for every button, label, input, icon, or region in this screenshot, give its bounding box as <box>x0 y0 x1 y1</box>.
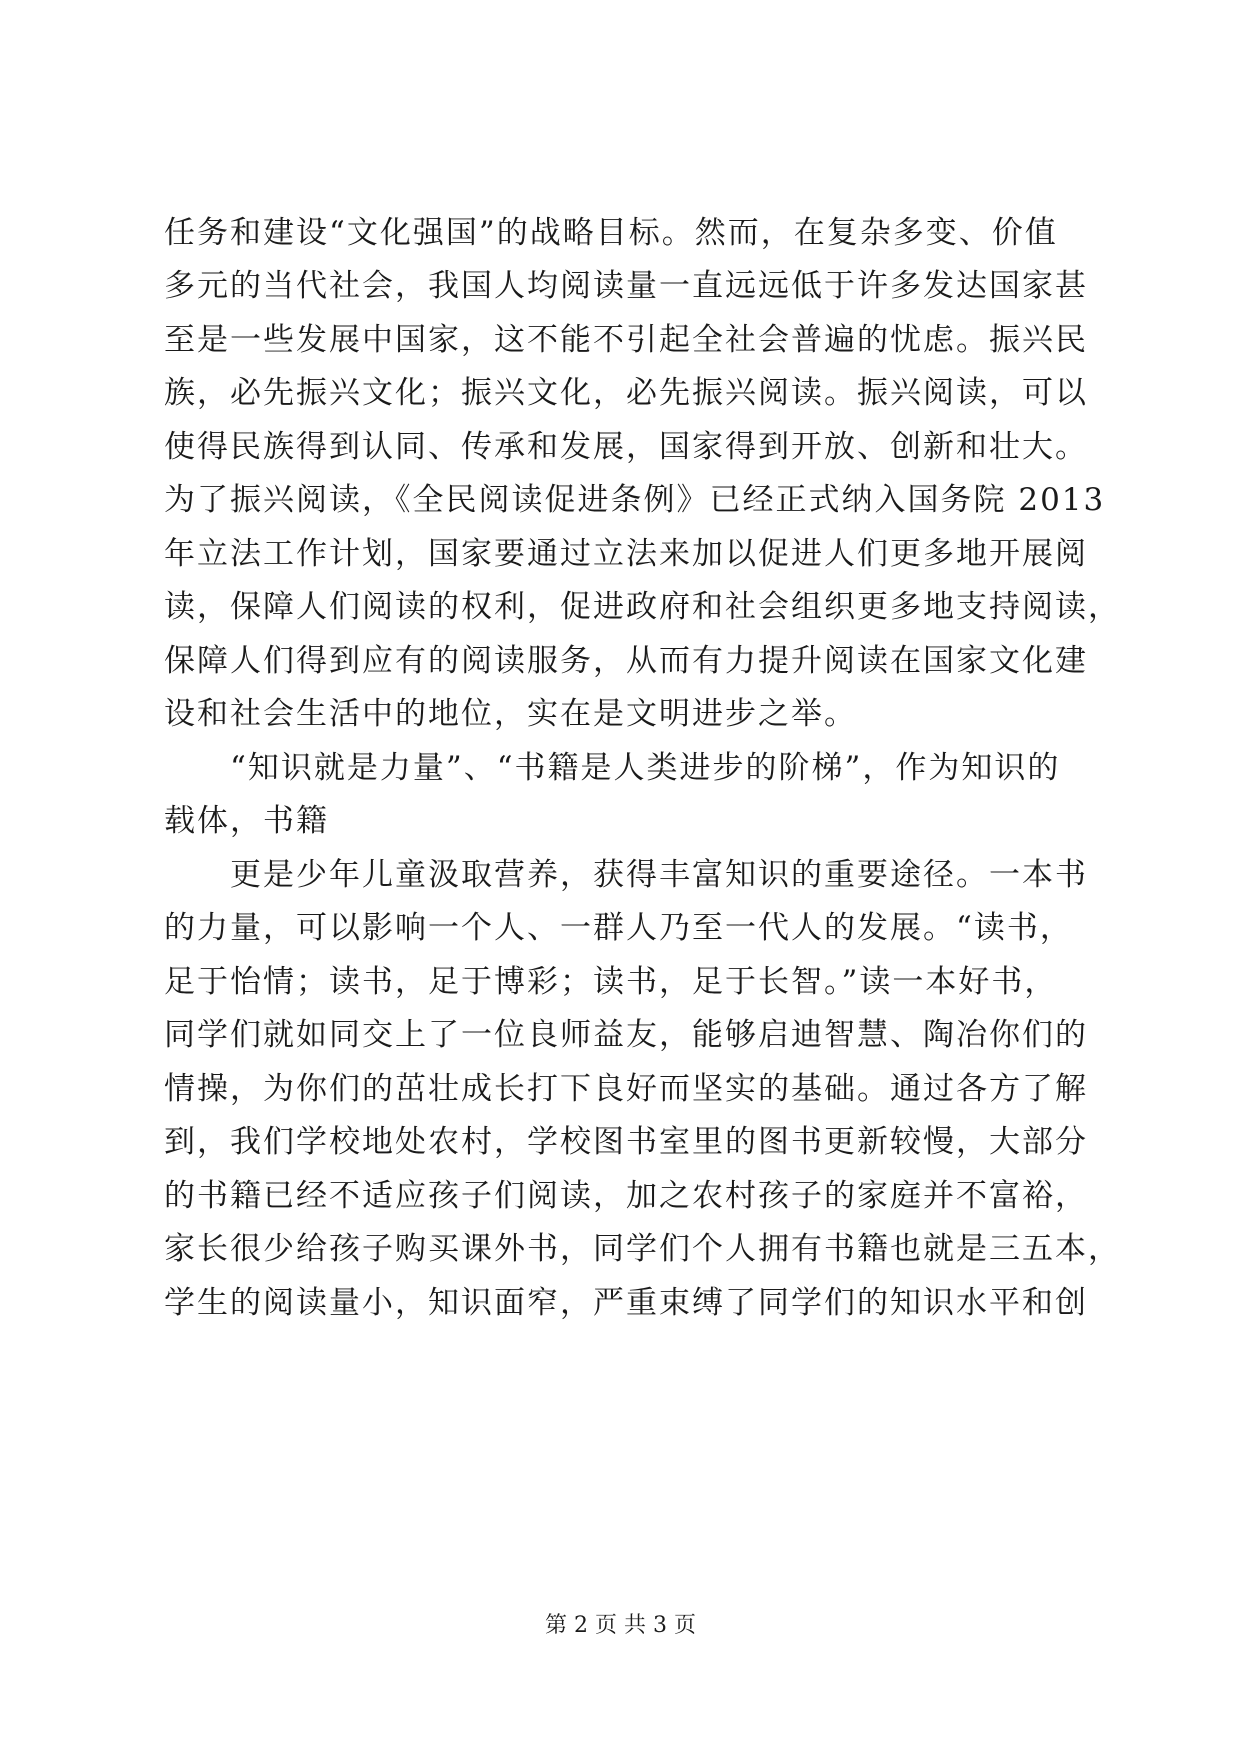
text-line: “知识就是力量”、“书籍是人类进步的阶梯”，作为知识的 <box>164 750 1061 786</box>
text-line: 为了振兴阅读，《全民阅读促进条例》已经正式纳入国务院 2013 <box>164 482 1106 518</box>
text-line: 学生的阅读量小，知识面窄，严重束缚了同学们的知识水平和创 <box>164 1285 1088 1321</box>
text-line: 设和社会生活中的地位，实在是文明进步之举。 <box>164 696 857 732</box>
text-line: 的力量，可以影响一个人、一群人乃至一代人的发展。“读书， <box>164 910 1073 946</box>
text-line: 到，我们学校地处农村，学校图书室里的图书更新较慢，大部分 <box>164 1124 1088 1160</box>
text-line: 族，必先振兴文化；振兴文化，必先振兴阅读。振兴阅读，可以 <box>164 375 1088 411</box>
page-footer: 第 2 页 共 3 页 <box>545 1613 696 1638</box>
text-line: 更是少年儿童汲取营养，获得丰富知识的重要途径。一本书 <box>164 857 1088 893</box>
text-line: 任务和建设“文化强国”的战略目标。然而，在复杂多变、价值 <box>164 215 1058 251</box>
text-line: 同学们就如同交上了一位良师益友，能够启迪智慧、陶冶你们的 <box>164 1017 1088 1053</box>
text-line: 读，保障人们阅读的权利，促进政府和社会组织更多地支持阅读， <box>164 589 1121 625</box>
text-line: 载体，书籍 <box>164 803 329 839</box>
text-line: 情操，为你们的茁壮成长打下良好而坚实的基础。通过各方了解 <box>164 1071 1088 1107</box>
text-line: 足于怡情；读书，足于博彩；读书，足于长智。”读一本好书， <box>164 964 1058 1000</box>
text-line: 年立法工作计划，国家要通过立法来加以促进人们更多地开展阅 <box>164 536 1088 572</box>
text-line: 家长很少给孩子购买课外书，同学们个人拥有书籍也就是三五本， <box>164 1231 1121 1267</box>
text-line: 的书籍已经不适应孩子们阅读，加之农村孩子的家庭并不富裕， <box>164 1178 1088 1214</box>
text-line: 保障人们得到应有的阅读服务，从而有力提升阅读在国家文化建 <box>164 643 1088 679</box>
text-line: 多元的当代社会，我国人均阅读量一直远远低于许多发达国家甚 <box>164 268 1088 304</box>
text-line: 至是一些发展中国家，这不能不引起全社会普遍的忧虑。振兴民 <box>164 322 1088 358</box>
text-line: 使得民族得到认同、传承和发展，国家得到开放、创新和壮大。 <box>164 429 1088 465</box>
